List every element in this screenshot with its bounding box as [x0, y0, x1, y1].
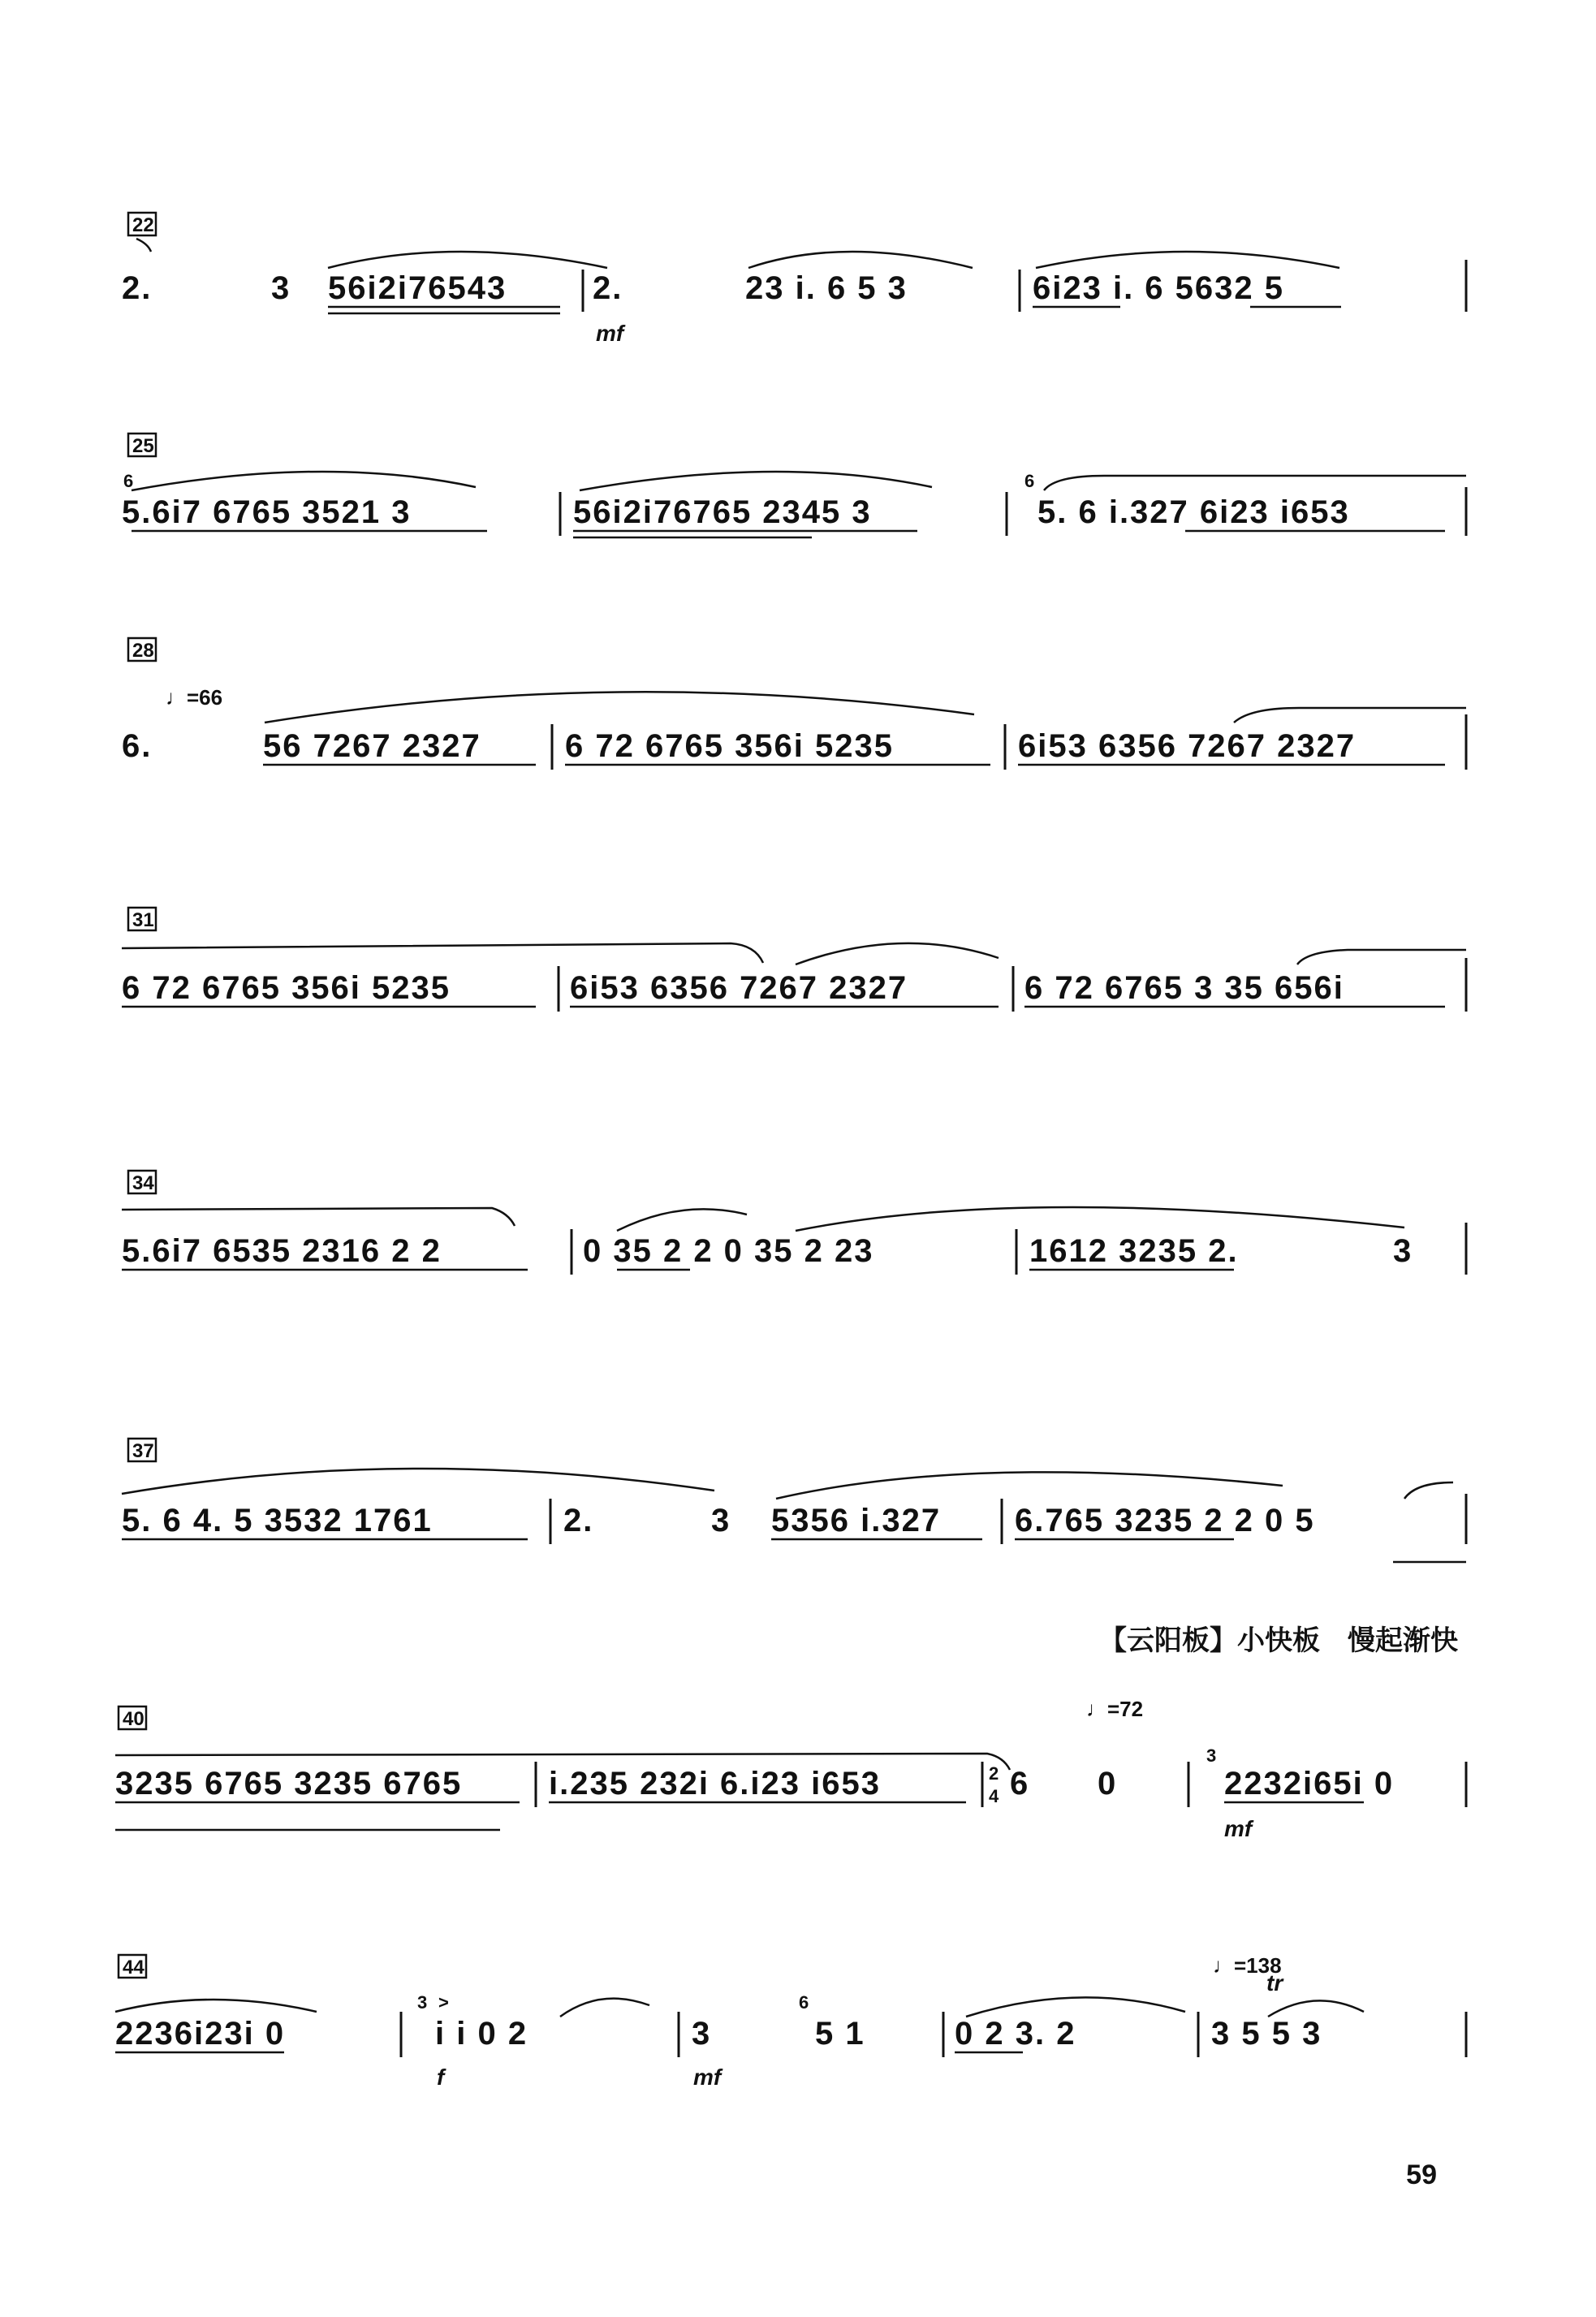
system-22 — [122, 213, 1466, 346]
page-number: 59 — [1406, 2160, 1437, 2190]
note-segment: 5. 6 i.327 6i23 i653 — [1037, 494, 1350, 530]
note-segment: 5356 i.327 — [771, 1503, 942, 1538]
slur — [796, 1207, 1404, 1231]
measure-number: 25 — [132, 435, 154, 457]
slur — [580, 472, 932, 490]
slur — [796, 943, 999, 964]
dynamic-marking: f — [437, 2065, 445, 2090]
dynamic-marking: mf — [1224, 1816, 1253, 1841]
measure-number: 31 — [132, 909, 154, 931]
measure-number: 34 — [132, 1172, 154, 1194]
note-segment: 6i23 i. 6 5632 5 — [1033, 270, 1285, 306]
note-segment: 56i2i76765 2345 3 — [573, 494, 872, 530]
slur — [966, 1997, 1185, 2017]
time-signature-bottom: 4 — [989, 1786, 999, 1806]
note-segment: 5.6i7 6765 3521 3 — [122, 494, 412, 530]
tempo-marking: ♩=72 — [1086, 1697, 1144, 1721]
tempo-marking: ♩=138 — [1213, 1953, 1282, 1978]
measure-number: 22 — [132, 214, 154, 236]
grace-note: 6 — [1024, 471, 1035, 491]
slur — [1234, 708, 1466, 723]
measure-number: 28 — [132, 640, 154, 662]
note-segment: 2. — [563, 1503, 594, 1538]
note-segment: 2. — [593, 270, 623, 306]
note-segment: 6. — [122, 728, 153, 764]
section-heading: 【云阳板】小快板 慢起渐快 — [1099, 1625, 1458, 1656]
note-segment: 3 — [1393, 1233, 1413, 1269]
system-25 — [122, 434, 1466, 537]
grace-note: 3 — [1206, 1745, 1217, 1766]
grace-note: 6 — [799, 1992, 809, 2013]
note-segment: i.235 232i 6.i23 i653 — [549, 1766, 881, 1801]
note-segment: 6 72 6765 3 35 656i — [1024, 970, 1344, 1006]
system-28 — [122, 638, 1466, 770]
slur — [122, 943, 763, 963]
note-segment: 0 — [1098, 1766, 1118, 1801]
note-segment: 3 — [711, 1503, 731, 1538]
slur — [617, 1209, 747, 1231]
note-segment: 0 35 2 2 0 35 2 23 — [583, 1233, 874, 1269]
note-segment: 23 i. 6 5 3 — [745, 270, 908, 306]
note-segment: 6 72 6765 356i 5235 — [122, 970, 451, 1006]
slur — [328, 252, 607, 268]
note-segment: 5. 6 4. 5 3532 1761 — [122, 1503, 433, 1538]
measure-number: 40 — [123, 1708, 145, 1730]
note-segment: 3 — [692, 2016, 712, 2052]
slur — [1044, 476, 1466, 490]
grace-note: 3 — [417, 1992, 428, 2013]
note-segment: 6.765 3235 2 2 0 5 — [1015, 1503, 1315, 1538]
system-31 — [122, 908, 1466, 1012]
note-segment: 6 — [1010, 1766, 1030, 1801]
slur — [136, 239, 151, 252]
slur — [560, 1999, 649, 2017]
note-segment: i i 0 2 — [435, 2016, 528, 2052]
note-segment: 56 7267 2327 — [263, 728, 481, 764]
slur — [122, 1208, 515, 1226]
note-segment: 3 5 5 3 — [1211, 2016, 1322, 2052]
slur — [265, 692, 974, 723]
note-segment: 3235 6765 3235 6765 — [115, 1766, 463, 1801]
note-segment: 0 2 3. 2 — [955, 2016, 1076, 2052]
slur — [1404, 1482, 1453, 1499]
slur — [122, 1469, 714, 1494]
note-segment: 2236i23i 0 — [115, 2016, 286, 2052]
note-segment: 6i53 6356 7267 2327 — [1018, 728, 1357, 764]
ornament-trill: tr — [1266, 1970, 1283, 1996]
slur — [1297, 950, 1466, 964]
slur — [748, 252, 973, 268]
note-segment: 6i53 6356 7267 2327 — [570, 970, 908, 1006]
accent-mark: > — [438, 1992, 449, 2013]
note-segment: 3 — [271, 270, 291, 306]
note-segment: 1612 3235 2. — [1029, 1233, 1239, 1269]
slur — [132, 472, 476, 490]
system-44 — [115, 1953, 1466, 2090]
slur — [776, 1472, 1283, 1499]
system-34 — [122, 1171, 1466, 1275]
note-segment: 56i2i76543 — [328, 270, 507, 306]
note-segment: 5 1 — [815, 2016, 865, 2052]
note-segment: 6 72 6765 356i 5235 — [565, 728, 895, 764]
measure-number: 44 — [123, 1957, 145, 1978]
dynamic-marking: mf — [693, 2065, 722, 2090]
measure-number: 37 — [132, 1440, 154, 1462]
grace-note: 6 — [123, 471, 134, 491]
note-segment: 2232i65i 0 — [1224, 1766, 1395, 1801]
system-40 — [115, 1697, 1466, 1841]
note-segment: 5.6i7 6535 2316 2 2 — [122, 1233, 442, 1269]
time-signature-top: 2 — [989, 1763, 999, 1784]
note-segment: 2. — [122, 270, 153, 306]
tempo-marking: ♩=66 — [166, 685, 223, 710]
slur — [1268, 2000, 1364, 2017]
dynamic-marking: mf — [596, 321, 624, 346]
slur — [115, 2000, 317, 2012]
slur — [1036, 252, 1339, 268]
system-37 — [122, 1439, 1466, 1562]
